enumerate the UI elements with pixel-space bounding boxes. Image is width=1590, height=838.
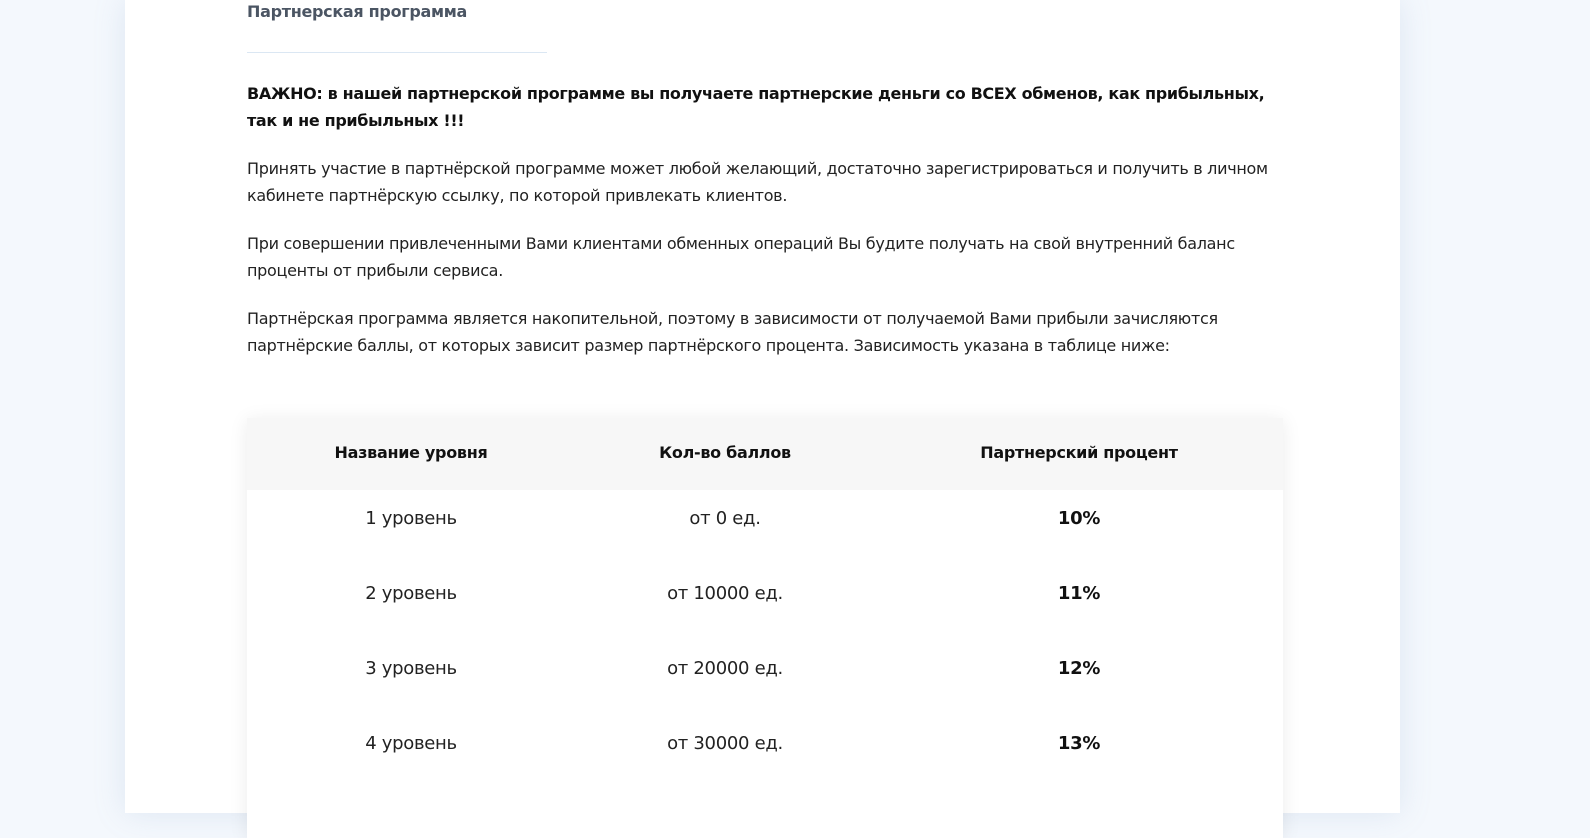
row-level: 3 уровень — [365, 658, 457, 679]
paragraph-3: Партнёрская программа является накопительной, поэтому в зависимости от получаемой Вами прибыли зачисляются партнёрские баллы, от которых зависит размер партнёрского процента. Зависимость указана в таблице ниже: — [247, 309, 1218, 355]
paragraph-2: При совершении привлеченными Вами клиентами обменных операций Вы будите получать на свой внутренний баланс проценты от прибыли сервиса. — [247, 234, 1235, 280]
row-level: 4 уровень — [365, 733, 457, 754]
important-notice: ВАЖНО: в нашей партнерской программе вы получаете партнерские деньги со ВСЕХ обменов, как прибыльных, так и не прибыльных !!! — [247, 84, 1265, 130]
table-row — [247, 715, 1283, 790]
header-percent: Партнерский процент — [980, 443, 1178, 462]
page-card — [125, 0, 1400, 813]
row-percent: 10% — [1057, 508, 1101, 529]
breadcrumb[interactable]: Партнерская программа — [247, 2, 468, 21]
header-points: Кол-во баллов — [659, 443, 791, 462]
row-points: от 0 ед. — [689, 508, 761, 529]
table-row — [247, 640, 1283, 715]
row-level: 2 уровень — [365, 583, 457, 604]
row-points: от 30000 ед. — [667, 733, 783, 754]
levels-table — [247, 418, 1283, 838]
row-percent: 11% — [1057, 583, 1101, 604]
row-level: 1 уровень — [365, 508, 457, 529]
header-level-name: Название уровня — [334, 443, 488, 462]
paragraph-1: Принять участие в партнёрской программе может любой желающий, достаточно зарегистрироваться и получить в личном кабинете партнёрскую ссылку, по которой привлекать клиентов. — [247, 159, 1268, 205]
row-points: от 10000 ед. — [667, 583, 783, 604]
row-points: от 20000 ед. — [667, 658, 783, 679]
row-percent: 12% — [1057, 658, 1101, 679]
row-percent: 13% — [1057, 733, 1101, 754]
table-row — [247, 565, 1283, 640]
table-header — [247, 418, 1283, 490]
breadcrumb-divider — [247, 52, 547, 53]
table-row — [247, 490, 1283, 565]
